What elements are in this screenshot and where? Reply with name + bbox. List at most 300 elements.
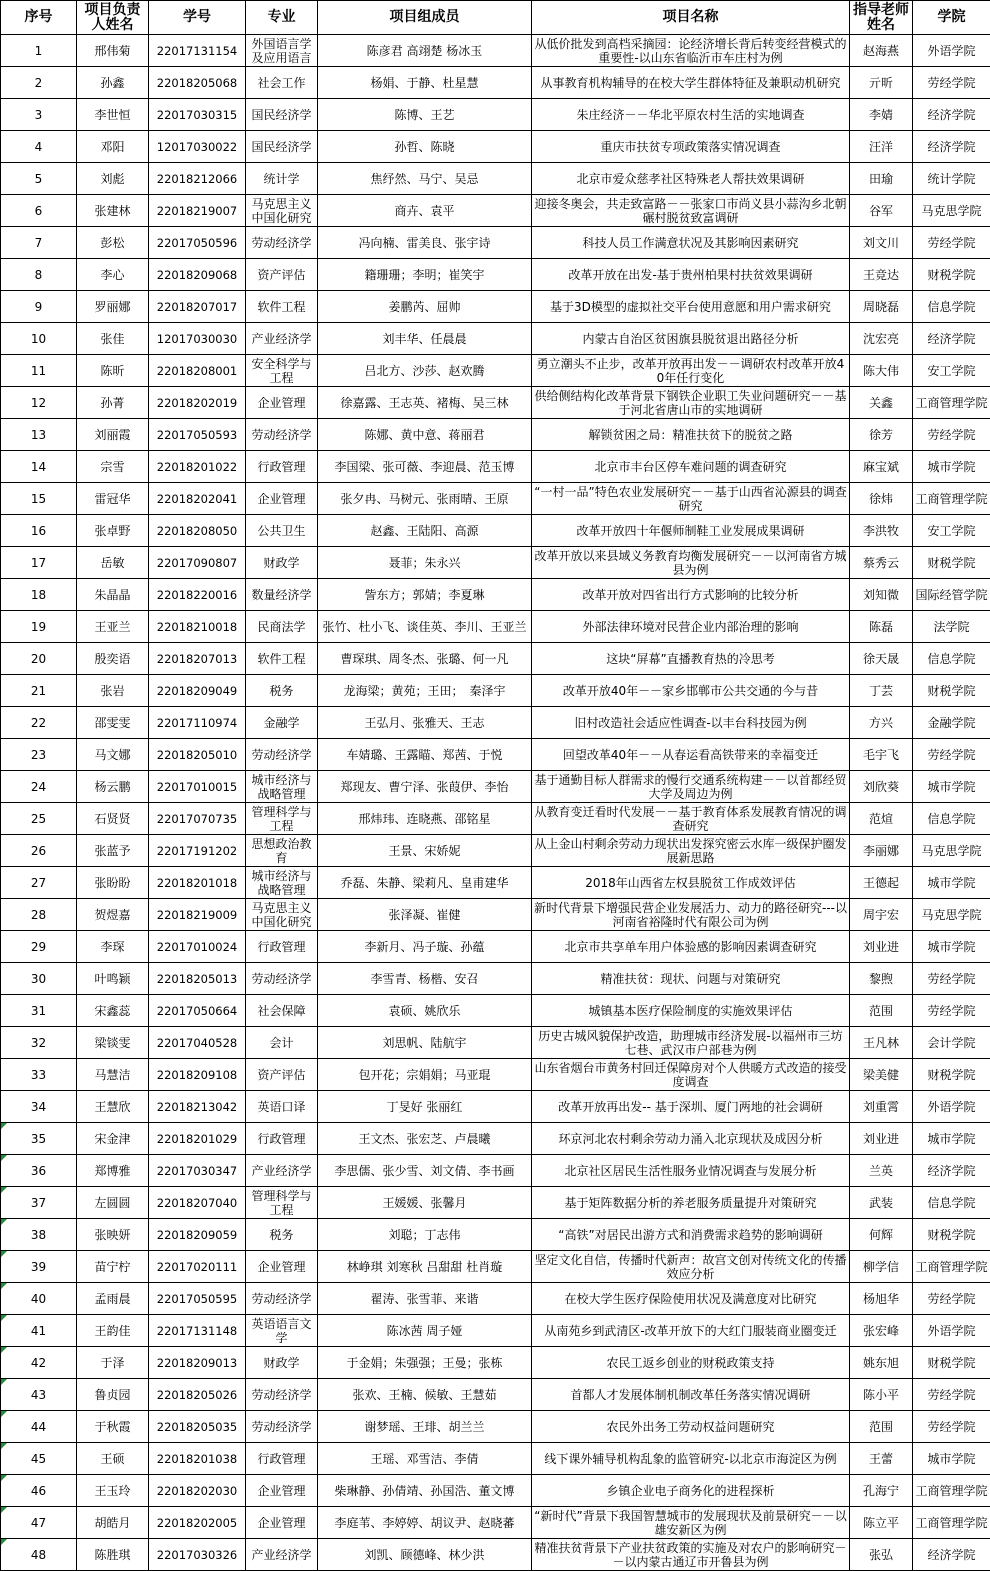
cell-college[interactable]: 统计学院 (913, 163, 990, 195)
cell-project-name[interactable]: 北京市丰台区停车难问题的调查研究 (532, 451, 850, 483)
cell-advisor[interactable]: 刘业进 (850, 1123, 913, 1155)
cell-advisor[interactable]: 王蕾 (850, 1443, 913, 1475)
cell-leader[interactable]: 张卓野 (77, 515, 149, 547)
cell-seq[interactable]: 47 (1, 1507, 77, 1539)
cell-advisor[interactable]: 麻宝斌 (850, 451, 913, 483)
cell-advisor[interactable]: 武装 (850, 1187, 913, 1219)
cell-members[interactable]: 邢炜玮、连晓燕、邵铭星 (318, 803, 532, 835)
cell-college[interactable]: 马克思学院 (913, 835, 990, 867)
cell-members[interactable]: 郑现友、曹宁泽、张葭伊、李怡 (318, 771, 532, 803)
cell-advisor[interactable]: 范围 (850, 995, 913, 1027)
cell-advisor[interactable]: 刘重霄 (850, 1091, 913, 1123)
cell-members[interactable]: 乔磊、朱静、梁莉凡、皇甫建华 (318, 867, 532, 899)
cell-major[interactable]: 软件工程 (246, 291, 318, 323)
cell-major[interactable]: 劳动经济学 (246, 963, 318, 995)
cell-seq[interactable]: 13 (1, 419, 77, 451)
cell-leader[interactable]: 孙菁 (77, 387, 149, 419)
cell-leader[interactable]: 左圆圆 (77, 1187, 149, 1219)
cell-project-name[interactable]: 精准扶贫背景下产业扶贫政策的实施及对农户的影响研究－－以内蒙古通辽市开鲁县为例 (532, 1539, 850, 1571)
cell-student-id[interactable]: 22018220016 (149, 579, 246, 611)
cell-advisor[interactable]: 王德起 (850, 867, 913, 899)
cell-major[interactable]: 公共卫生 (246, 515, 318, 547)
cell-advisor[interactable]: 陈小平 (850, 1379, 913, 1411)
cell-advisor[interactable]: 黎煦 (850, 963, 913, 995)
cell-project-name[interactable]: 从教育变迁看时代发展－－基于教育体系发展教育情况的调查研究 (532, 803, 850, 835)
cell-student-id[interactable]: 22018205068 (149, 67, 246, 99)
cell-members[interactable]: 姜鹏芮、屈帅 (318, 291, 532, 323)
cell-members[interactable]: 张夕冉、马树元、张雨晴、王原 (318, 483, 532, 515)
cell-advisor[interactable]: 范围 (850, 1411, 913, 1443)
cell-leader[interactable]: 李世恒 (77, 99, 149, 131)
cell-project-name[interactable]: 在校大学生医疗保险使用状况及满意度对比研究 (532, 1283, 850, 1315)
cell-members[interactable]: 李新月、冯子璇、孙蕴 (318, 931, 532, 963)
cell-student-id[interactable]: 22018205035 (149, 1411, 246, 1443)
cell-leader[interactable]: 于秋霞 (77, 1411, 149, 1443)
cell-members[interactable]: 李国梁、张可薇、李迎晨、范玉博 (318, 451, 532, 483)
cell-student-id[interactable]: 12017030030 (149, 323, 246, 355)
cell-major[interactable]: 社会工作 (246, 67, 318, 99)
cell-college[interactable]: 金融学院 (913, 707, 990, 739)
cell-seq[interactable]: 37 (1, 1187, 77, 1219)
cell-college[interactable]: 工商管理学院 (913, 387, 990, 419)
cell-student-id[interactable]: 22018205013 (149, 963, 246, 995)
cell-student-id[interactable]: 22018202019 (149, 387, 246, 419)
header-members[interactable]: 项目组成员 (318, 1, 532, 35)
cell-members[interactable]: 焦纾然、马宁、吴忌 (318, 163, 532, 195)
cell-college[interactable]: 财税学院 (913, 1219, 990, 1251)
cell-advisor[interactable]: 徐炜 (850, 483, 913, 515)
cell-project-name[interactable]: 线下课外辅导机构乱象的监管研究-以北京市海淀区为例 (532, 1443, 850, 1475)
cell-college[interactable]: 外语学院 (913, 1091, 990, 1123)
cell-student-id[interactable]: 22017191202 (149, 835, 246, 867)
cell-college[interactable]: 经济学院 (913, 323, 990, 355)
cell-seq[interactable]: 29 (1, 931, 77, 963)
cell-members[interactable]: 刘丰华、任晨晨 (318, 323, 532, 355)
cell-seq[interactable]: 11 (1, 355, 77, 387)
cell-leader[interactable]: 王亚兰 (77, 611, 149, 643)
cell-student-id[interactable]: 22017050595 (149, 1283, 246, 1315)
cell-student-id[interactable]: 22017131154 (149, 35, 246, 67)
cell-major[interactable]: 劳动经济学 (246, 1379, 318, 1411)
cell-student-id[interactable]: 22018207040 (149, 1187, 246, 1219)
cell-college[interactable]: 经济学院 (913, 99, 990, 131)
cell-college[interactable]: 财税学院 (913, 547, 990, 579)
cell-members[interactable]: 吕北方、沙莎、赵欢腾 (318, 355, 532, 387)
cell-student-id[interactable]: 22018208050 (149, 515, 246, 547)
cell-college[interactable]: 经济学院 (913, 131, 990, 163)
cell-seq[interactable]: 7 (1, 227, 77, 259)
cell-advisor[interactable]: 沈宏亮 (850, 323, 913, 355)
cell-seq[interactable]: 34 (1, 1091, 77, 1123)
cell-leader[interactable]: 马文娜 (77, 739, 149, 771)
cell-project-name[interactable]: 改革开放以来县域义务教育均衡发展研究－－以河南省方城县为例 (532, 547, 850, 579)
cell-leader[interactable]: 马慧洁 (77, 1059, 149, 1091)
cell-seq[interactable]: 44 (1, 1411, 77, 1443)
cell-advisor[interactable]: 方兴 (850, 707, 913, 739)
cell-project-name[interactable]: 改革开放再出发-- 基于深圳、厦门两地的社会调研 (532, 1091, 850, 1123)
cell-leader[interactable]: 邵雯雯 (77, 707, 149, 739)
cell-major[interactable]: 产业经济学 (246, 323, 318, 355)
cell-members[interactable]: 龙海梁；黄苑；王田； 秦泽宇 (318, 675, 532, 707)
cell-advisor[interactable]: 周晓磊 (850, 291, 913, 323)
cell-members[interactable]: 孙哲、陈晓 (318, 131, 532, 163)
cell-members[interactable]: 李雪青、杨楷、安召 (318, 963, 532, 995)
header-advisor[interactable]: 指导老师姓名 (850, 1, 913, 35)
cell-major[interactable]: 劳动经济学 (246, 1283, 318, 1315)
cell-student-id[interactable]: 12017030022 (149, 131, 246, 163)
cell-student-id[interactable]: 22017040528 (149, 1027, 246, 1059)
cell-project-name[interactable]: 改革开放四十年偃师制鞋工业发展成果调研 (532, 515, 850, 547)
cell-major[interactable]: 数量经济学 (246, 579, 318, 611)
cell-project-name[interactable]: 新时代背景下增强民营企业发展活力、动力的路径研究---以河南省裕隆时代有限公司为例 (532, 899, 850, 931)
cell-members[interactable]: 柴琳静、孙倩靖、孙国浩、董文博 (318, 1475, 532, 1507)
cell-college[interactable]: 城市学院 (913, 451, 990, 483)
cell-project-name[interactable]: “高铁”对居民出游方式和消费需求趋势的影响调研 (532, 1219, 850, 1251)
cell-advisor[interactable]: 陈立平 (850, 1507, 913, 1539)
cell-project-name[interactable]: “一村一品”特色农业发展研究－－基于山西省沁源县的调查研究 (532, 483, 850, 515)
cell-leader[interactable]: 王韵佳 (77, 1315, 149, 1347)
cell-student-id[interactable]: 22018202030 (149, 1475, 246, 1507)
cell-seq[interactable]: 24 (1, 771, 77, 803)
cell-project-name[interactable]: 改革开放40年－－家乡邯郸市公共交通的今与昔 (532, 675, 850, 707)
cell-student-id[interactable]: 22018207017 (149, 291, 246, 323)
cell-leader[interactable]: 杨云鹏 (77, 771, 149, 803)
cell-seq[interactable]: 17 (1, 547, 77, 579)
cell-college[interactable]: 工商管理学院 (913, 1251, 990, 1283)
cell-advisor[interactable]: 刘业进 (850, 931, 913, 963)
cell-student-id[interactable]: 22017020111 (149, 1251, 246, 1283)
cell-student-id[interactable]: 22018201022 (149, 451, 246, 483)
cell-project-name[interactable]: 这块“屏幕”直播教育热的冷思考 (532, 643, 850, 675)
cell-members[interactable]: 杨娟、于静、杜星慧 (318, 67, 532, 99)
cell-major[interactable]: 国民经济学 (246, 131, 318, 163)
cell-leader[interactable]: 苗宁柠 (77, 1251, 149, 1283)
header-leader[interactable]: 项目负责人姓名 (77, 1, 149, 35)
cell-seq[interactable]: 1 (1, 35, 77, 67)
cell-advisor[interactable]: 刘文川 (850, 227, 913, 259)
cell-major[interactable]: 安全科学与工程 (246, 355, 318, 387)
cell-advisor[interactable]: 杨旭华 (850, 1283, 913, 1315)
cell-leader[interactable]: 郑博雅 (77, 1155, 149, 1187)
cell-advisor[interactable]: 丁芸 (850, 675, 913, 707)
cell-leader[interactable]: 王慧欣 (77, 1091, 149, 1123)
cell-student-id[interactable]: 22017030326 (149, 1539, 246, 1571)
cell-seq[interactable]: 28 (1, 899, 77, 931)
cell-student-id[interactable]: 22018207013 (149, 643, 246, 675)
cell-college[interactable]: 财税学院 (913, 1347, 990, 1379)
cell-leader[interactable]: 石贤贤 (77, 803, 149, 835)
cell-seq[interactable]: 39 (1, 1251, 77, 1283)
cell-members[interactable]: 袁硕、姚欣乐 (318, 995, 532, 1027)
cell-project-name[interactable]: 迎接冬奥会，共走致富路－－张家口市尚义县小蒜沟乡北朝碾村脱贫致富调研 (532, 195, 850, 227)
cell-members[interactable]: 李庭苇、李婷婷、胡议尹、赵晓蕃 (318, 1507, 532, 1539)
cell-major[interactable]: 管理科学与工程 (246, 803, 318, 835)
cell-advisor[interactable]: 兰英 (850, 1155, 913, 1187)
cell-seq[interactable]: 31 (1, 995, 77, 1027)
cell-members[interactable]: 张泽凝、崔健 (318, 899, 532, 931)
cell-project-name[interactable]: 农民外出务工劳动权益问题研究 (532, 1411, 850, 1443)
cell-student-id[interactable]: 22018219009 (149, 899, 246, 931)
cell-advisor[interactable]: 亓昕 (850, 67, 913, 99)
cell-advisor[interactable]: 姚东旭 (850, 1347, 913, 1379)
cell-advisor[interactable]: 刘知微 (850, 579, 913, 611)
header-seq[interactable]: 序号 (1, 1, 77, 35)
cell-project-name[interactable]: 勇立潮头不止步，改革开放再出发－－调研农村改革开放40年任行变化 (532, 355, 850, 387)
cell-seq[interactable]: 25 (1, 803, 77, 835)
cell-seq[interactable]: 16 (1, 515, 77, 547)
cell-seq[interactable]: 42 (1, 1347, 77, 1379)
cell-student-id[interactable]: 22018208001 (149, 355, 246, 387)
cell-college[interactable]: 外语学院 (913, 1315, 990, 1347)
cell-seq[interactable]: 41 (1, 1315, 77, 1347)
cell-project-name[interactable]: 改革开放对四省出行方式影响的比较分析 (532, 579, 850, 611)
cell-members[interactable]: 林峥琪 刘寒秋 吕甜甜 杜肖璇 (318, 1251, 532, 1283)
cell-college[interactable]: 法学院 (913, 611, 990, 643)
cell-leader[interactable]: 雷冠华 (77, 483, 149, 515)
cell-seq[interactable]: 38 (1, 1219, 77, 1251)
cell-student-id[interactable]: 22018202041 (149, 483, 246, 515)
cell-student-id[interactable]: 22018209068 (149, 259, 246, 291)
cell-members[interactable]: 刘思帆、陆航宇 (318, 1027, 532, 1059)
cell-members[interactable]: 陈娜、黄中意、蒋丽君 (318, 419, 532, 451)
cell-project-name[interactable]: 改革开放在出发-基于贵州柏果村扶贫效果调研 (532, 259, 850, 291)
cell-leader[interactable]: 梁锬雯 (77, 1027, 149, 1059)
cell-members[interactable]: 丁旻好 张丽红 (318, 1091, 532, 1123)
cell-major[interactable]: 劳动经济学 (246, 1411, 318, 1443)
cell-seq[interactable]: 10 (1, 323, 77, 355)
cell-project-name[interactable]: 从低价批发到高档采摘园：论经济增长背后转变经营模式的重要性-以山东省临沂市车庄村为例 (532, 35, 850, 67)
cell-project-name[interactable]: 基于通勤目标人群需求的慢行交通系统构建－－以首都经贸大学及周边为例 (532, 771, 850, 803)
cell-project-name[interactable]: 历史古城风貌保护改造，助理城市经济发展-以福州市三坊七巷、武汉市户部巷为例 (532, 1027, 850, 1059)
cell-seq[interactable]: 46 (1, 1475, 77, 1507)
cell-leader[interactable]: 邢伟菊 (77, 35, 149, 67)
cell-seq[interactable]: 8 (1, 259, 77, 291)
cell-members[interactable]: 陈冰茜 周子娅 (318, 1315, 532, 1347)
cell-seq[interactable]: 4 (1, 131, 77, 163)
cell-major[interactable]: 国民经济学 (246, 99, 318, 131)
cell-college[interactable]: 信息学院 (913, 803, 990, 835)
cell-seq[interactable]: 43 (1, 1379, 77, 1411)
cell-major[interactable]: 统计学 (246, 163, 318, 195)
cell-major[interactable]: 英语口译 (246, 1091, 318, 1123)
cell-project-name[interactable]: 基于矩阵数据分析的养老服务质量提升对策研究 (532, 1187, 850, 1219)
cell-members[interactable]: 刘聪；丁志伟 (318, 1219, 532, 1251)
cell-student-id[interactable]: 22018201038 (149, 1443, 246, 1475)
cell-student-id[interactable]: 22017131148 (149, 1315, 246, 1347)
cell-leader[interactable]: 贺煜嘉 (77, 899, 149, 931)
cell-student-id[interactable]: 22017090807 (149, 547, 246, 579)
cell-leader[interactable]: 李心 (77, 259, 149, 291)
cell-college[interactable]: 马克思学院 (913, 899, 990, 931)
cell-project-name[interactable]: 从上金山村剩余劳动力现状出发探究密云水库一级保护圈发展新思路 (532, 835, 850, 867)
cell-advisor[interactable]: 毛宇飞 (850, 739, 913, 771)
cell-members[interactable]: 王景、宋娇妮 (318, 835, 532, 867)
cell-college[interactable]: 工商管理学院 (913, 1507, 990, 1539)
cell-major[interactable]: 会计 (246, 1027, 318, 1059)
cell-members[interactable]: 谢梦瑶、王琲、胡兰兰 (318, 1411, 532, 1443)
cell-seq[interactable]: 33 (1, 1059, 77, 1091)
cell-student-id[interactable]: 22018201029 (149, 1123, 246, 1155)
cell-advisor[interactable]: 王竞达 (850, 259, 913, 291)
cell-leader[interactable]: 王玉玲 (77, 1475, 149, 1507)
cell-college[interactable]: 劳经学院 (913, 227, 990, 259)
cell-seq[interactable]: 27 (1, 867, 77, 899)
cell-advisor[interactable]: 梁美健 (850, 1059, 913, 1091)
cell-college[interactable]: 信息学院 (913, 291, 990, 323)
cell-student-id[interactable]: 22018212066 (149, 163, 246, 195)
cell-major[interactable]: 软件工程 (246, 643, 318, 675)
cell-project-name[interactable]: 内蒙古自治区贫困旗县脱贫退出路径分析 (532, 323, 850, 355)
cell-seq[interactable]: 23 (1, 739, 77, 771)
cell-members[interactable]: 包开花；宗娟娟；马亚琨 (318, 1059, 532, 1091)
cell-leader[interactable]: 于泽 (77, 1347, 149, 1379)
cell-seq[interactable]: 2 (1, 67, 77, 99)
cell-college[interactable]: 劳经学院 (913, 1379, 990, 1411)
cell-major[interactable]: 金融学 (246, 707, 318, 739)
cell-advisor[interactable]: 田瑜 (850, 163, 913, 195)
cell-student-id[interactable]: 22017050593 (149, 419, 246, 451)
cell-advisor[interactable]: 蔡秀云 (850, 547, 913, 579)
cell-student-id[interactable]: 22017050596 (149, 227, 246, 259)
cell-members[interactable]: 商卉、袁平 (318, 195, 532, 227)
cell-major[interactable]: 民商法学 (246, 611, 318, 643)
cell-major[interactable]: 财政学 (246, 1347, 318, 1379)
cell-major[interactable]: 劳动经济学 (246, 227, 318, 259)
cell-project-name[interactable]: 科技人员工作满意状况及其影响因素研究 (532, 227, 850, 259)
cell-seq[interactable]: 30 (1, 963, 77, 995)
cell-seq[interactable]: 15 (1, 483, 77, 515)
cell-college[interactable]: 城市学院 (913, 771, 990, 803)
cell-college[interactable]: 经济学院 (913, 1539, 990, 1571)
cell-leader[interactable]: 刘彪 (77, 163, 149, 195)
cell-members[interactable]: 聂菲；朱永兴 (318, 547, 532, 579)
cell-project-name[interactable]: 从南苑乡到武清区-改革开放下的大红门服装商业圈变迁 (532, 1315, 850, 1347)
cell-college[interactable]: 工商管理学院 (913, 1475, 990, 1507)
cell-college[interactable]: 会计学院 (913, 1027, 990, 1059)
cell-members[interactable]: 徐嘉露、王志英、褚梅、吴三林 (318, 387, 532, 419)
cell-advisor[interactable]: 刘欣葵 (850, 771, 913, 803)
cell-college[interactable]: 劳经学院 (913, 1411, 990, 1443)
cell-project-name[interactable]: 供给侧结构化改革背景下钢铁企业职工失业问题研究－－基于河北省唐山市的实地调研 (532, 387, 850, 419)
cell-project-name[interactable]: 北京社区居民生活性服务业情况调查与发展分析 (532, 1155, 850, 1187)
cell-advisor[interactable]: 柳学信 (850, 1251, 913, 1283)
cell-seq[interactable]: 35 (1, 1123, 77, 1155)
cell-leader[interactable]: 陈胜琪 (77, 1539, 149, 1571)
cell-major[interactable]: 英语语言文学 (246, 1315, 318, 1347)
cell-major[interactable]: 财政学 (246, 547, 318, 579)
cell-leader[interactable]: 邓阳 (77, 131, 149, 163)
cell-student-id[interactable]: 22018209049 (149, 675, 246, 707)
cell-members[interactable]: 陈博、王艺 (318, 99, 532, 131)
cell-advisor[interactable]: 关鑫 (850, 387, 913, 419)
cell-project-name[interactable]: 外部法律环境对民营企业内部治理的影响 (532, 611, 850, 643)
cell-leader[interactable]: 张岩 (77, 675, 149, 707)
cell-advisor[interactable]: 赵海燕 (850, 35, 913, 67)
cell-college[interactable]: 城市学院 (913, 1443, 990, 1475)
cell-college[interactable]: 城市学院 (913, 1123, 990, 1155)
cell-advisor[interactable]: 陈磊 (850, 611, 913, 643)
cell-project-name[interactable]: 坚定文化自信，传播时代新声：故宫文创对传统文化的传播效应分析 (532, 1251, 850, 1283)
cell-college[interactable]: 劳经学院 (913, 963, 990, 995)
cell-student-id[interactable]: 22018205010 (149, 739, 246, 771)
cell-student-id[interactable]: 22018213042 (149, 1091, 246, 1123)
cell-advisor[interactable]: 张弘 (850, 1539, 913, 1571)
cell-members[interactable]: 曹琛琪、周冬杰、张璐、何一凡 (318, 643, 532, 675)
cell-college[interactable]: 财税学院 (913, 259, 990, 291)
cell-project-name[interactable]: 从事教育机构辅导的在校大学生群体特征及兼职动机研究 (532, 67, 850, 99)
cell-college[interactable]: 财税学院 (913, 675, 990, 707)
cell-seq[interactable]: 20 (1, 643, 77, 675)
cell-leader[interactable]: 宗雪 (77, 451, 149, 483)
cell-college[interactable]: 劳经学院 (913, 1283, 990, 1315)
cell-major[interactable]: 企业管理 (246, 1251, 318, 1283)
cell-seq[interactable]: 22 (1, 707, 77, 739)
cell-major[interactable]: 管理科学与工程 (246, 1187, 318, 1219)
cell-seq[interactable]: 26 (1, 835, 77, 867)
cell-project-name[interactable]: 朱庄经济－－华北平原农村生活的实地调查 (532, 99, 850, 131)
cell-members[interactable]: 王媛媛、张馨月 (318, 1187, 532, 1219)
cell-advisor[interactable]: 汪洋 (850, 131, 913, 163)
cell-college[interactable]: 财税学院 (913, 1059, 990, 1091)
cell-student-id[interactable]: 22017050664 (149, 995, 246, 1027)
cell-members[interactable]: 赵鑫、王陆阳、高源 (318, 515, 532, 547)
cell-advisor[interactable]: 王凡林 (850, 1027, 913, 1059)
cell-members[interactable]: 王文杰、张宏芝、卢晨曦 (318, 1123, 532, 1155)
cell-project-name[interactable]: “新时代”背景下我国智慧城市的发展现状及前景研究－－以雄安新区为例 (532, 1507, 850, 1539)
cell-leader[interactable]: 张佳 (77, 323, 149, 355)
cell-student-id[interactable]: 22017010024 (149, 931, 246, 963)
cell-project-name[interactable]: 山东省烟台市黄务村回迁保障房对个人供暖方式改造的接受度调查 (532, 1059, 850, 1091)
cell-leader[interactable]: 罗丽娜 (77, 291, 149, 323)
cell-leader[interactable]: 王硕 (77, 1443, 149, 1475)
cell-seq[interactable]: 9 (1, 291, 77, 323)
cell-project-name[interactable]: 基于3D模型的虚拟社交平台使用意愿和用户需求研究 (532, 291, 850, 323)
cell-leader[interactable]: 岳敏 (77, 547, 149, 579)
cell-college[interactable]: 安工学院 (913, 515, 990, 547)
cell-leader[interactable]: 彭松 (77, 227, 149, 259)
cell-leader[interactable]: 陈昕 (77, 355, 149, 387)
cell-leader[interactable]: 孙鑫 (77, 67, 149, 99)
cell-project-name[interactable]: 环京河北农村剩余劳动力涌入北京现状及成因分析 (532, 1123, 850, 1155)
cell-leader[interactable]: 宋金津 (77, 1123, 149, 1155)
cell-advisor[interactable]: 李婧 (850, 99, 913, 131)
header-project-name[interactable]: 项目名称 (532, 1, 850, 35)
cell-major[interactable]: 企业管理 (246, 387, 318, 419)
cell-major[interactable]: 外国语言学及应用语言 (246, 35, 318, 67)
cell-student-id[interactable]: 22018209059 (149, 1219, 246, 1251)
cell-seq[interactable]: 40 (1, 1283, 77, 1315)
cell-members[interactable]: 车婧璐、王露瞄、郑茜、于悦 (318, 739, 532, 771)
cell-seq[interactable]: 48 (1, 1539, 77, 1571)
cell-college[interactable]: 城市学院 (913, 867, 990, 899)
cell-members[interactable]: 陈彦君 高翊楚 杨冰玉 (318, 35, 532, 67)
cell-seq[interactable]: 12 (1, 387, 77, 419)
cell-members[interactable]: 张欢、王楠、候敏、王慧茹 (318, 1379, 532, 1411)
cell-members[interactable]: 张竹、杜小飞、谈佳英、李川、王亚兰 (318, 611, 532, 643)
cell-college[interactable]: 外语学院 (913, 35, 990, 67)
cell-major[interactable]: 城市经济与战略管理 (246, 867, 318, 899)
cell-seq[interactable]: 21 (1, 675, 77, 707)
cell-student-id[interactable]: 22018209108 (149, 1059, 246, 1091)
cell-members[interactable]: 刘凯、顾德峰、林少洪 (318, 1539, 532, 1571)
cell-leader[interactable]: 张盼盼 (77, 867, 149, 899)
cell-project-name[interactable]: 2018年山西省左权县脱贫工作成效评估 (532, 867, 850, 899)
cell-major[interactable]: 行政管理 (246, 1443, 318, 1475)
cell-student-id[interactable]: 22018202005 (149, 1507, 246, 1539)
cell-leader[interactable]: 朱晶晶 (77, 579, 149, 611)
cell-seq[interactable]: 14 (1, 451, 77, 483)
cell-project-name[interactable]: 重庆市扶贫专项政策落实情况调查 (532, 131, 850, 163)
